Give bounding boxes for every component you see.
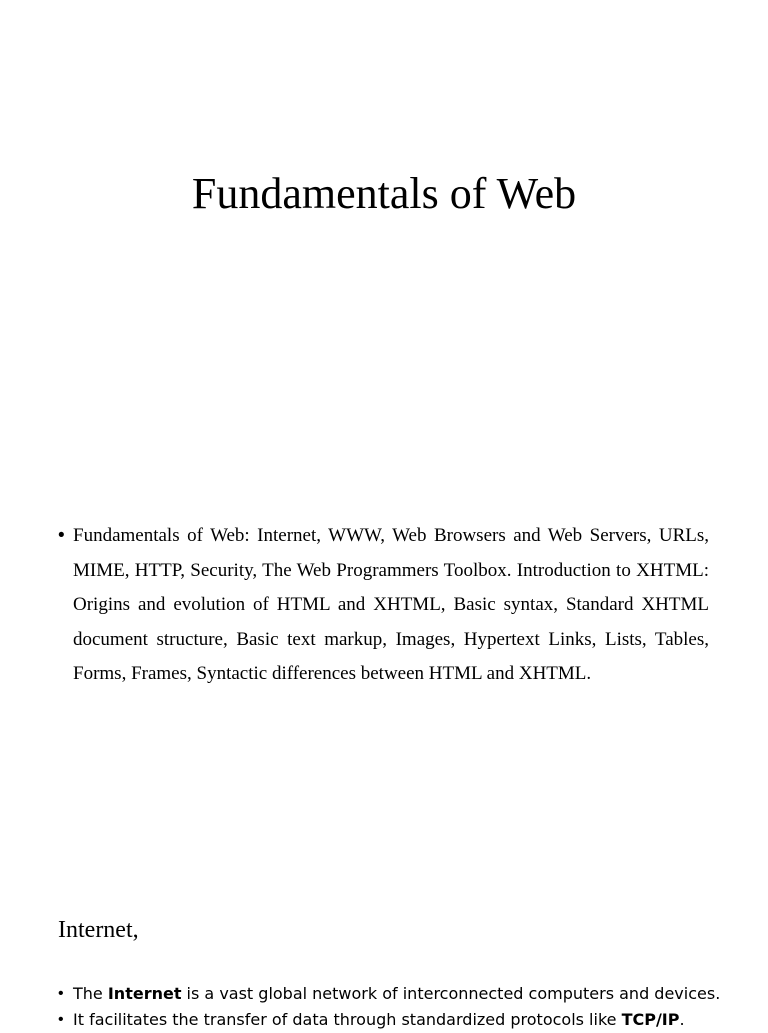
item-text-after: is a vast global network of interconnected computers and devices.	[181, 984, 721, 1003]
bullet-icon: •	[58, 525, 65, 546]
syllabus-item	[58, 519, 709, 692]
syllabus-list	[58, 519, 709, 692]
item-text-before: The	[73, 984, 108, 1003]
list-item	[58, 1007, 738, 1033]
bullet-icon: •	[58, 1011, 64, 1028]
item-text-before: It facilitates the transfer of data through standardized protocols like	[73, 1010, 622, 1029]
item-text-after: .	[679, 1010, 685, 1029]
list-item	[58, 981, 738, 1007]
internet-bullet-list	[58, 981, 738, 1033]
item-text-bold: Internet	[107, 984, 182, 1003]
slide-title: Fundamentals of Web	[191, 169, 577, 218]
bullet-icon: •	[58, 985, 64, 1002]
section-heading-internet: Internet,	[58, 917, 139, 943]
syllabus-text: Fundamentals of Web: Internet, WWW, Web Browsers and Web Servers, URLs, MIME, HTTP, Security, The Web Programmers Toolbox. Introduction to XHTML: Origins and evolution of HTML and XHTML, Basic syntax, Standard XHTML document structure, Basic text markup, Images, Hypertext Links, Lists, Tables, Forms, Frames, Syntactic differences between HTML and XHTML.	[73, 525, 709, 684]
item-text-bold: TCP/IP	[621, 1010, 680, 1029]
